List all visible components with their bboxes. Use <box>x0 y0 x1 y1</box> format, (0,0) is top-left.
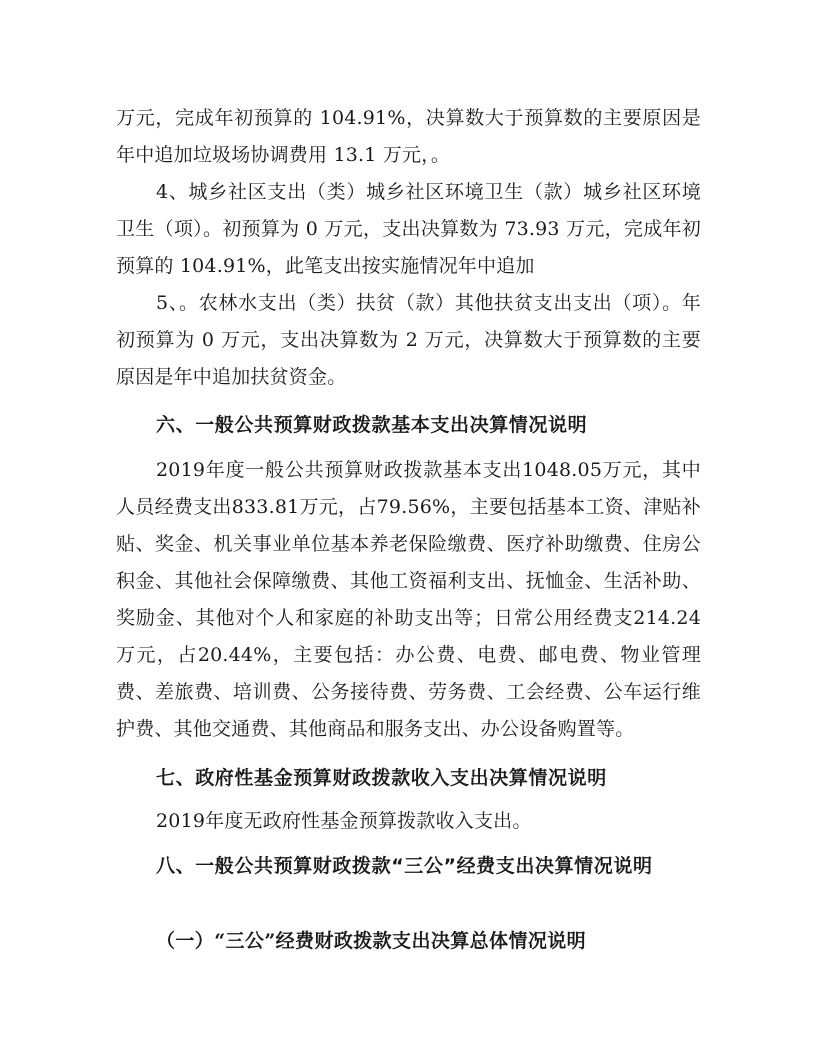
section-heading-six: 六、一般公共预算财政拨款基本支出决算情况说明 <box>156 414 588 436</box>
paragraph-agriculture-poverty: 5、。农林水支出（类）扶贫（款）其他扶贫支出支出（项）。年初预算为 0 万元，支出决算数为 2 万元，决算数大于预算数的主要原因是年中追加扶贫资金。 <box>116 292 701 388</box>
section-heading-seven: 七、政府性基金预算财政拨款收入支出决算情况说明 <box>156 767 607 789</box>
subsection-heading-one: （一）“三公”经费财政拨款支出决算总体情况说明 <box>156 930 587 952</box>
section-heading-eight: 八、一般公共预算财政拨款“三公”经费支出决算情况说明 <box>156 855 653 877</box>
paragraph-basic-expenditure: 2019年度一般公共预算财政拨款基本支出1048.05万元，其中人员经费支出833.81万元，占79.56%，主要包括基本工资、津贴补贴、奖金、机关事业单位基本养老保险缴费、医疗补助缴费、住房公积金、其他社会保障缴费、其他工资福利支出、抚恤金、生活补助、奖励金、其他对个人和家庭的补助支出等；日常公用经费支214.24万元，占20.44%，主要包括：办公费、电费、邮电费、物业管理费、差旅费、培训费、公务接待费、劳务费、工会经费、公车运行维护费、其他交通费、其他商品和服务支出、办公设备购置等。 <box>116 459 701 740</box>
paragraph-budget-continuation: 万元，完成年初预算的 104.91%，决算数大于预算数的主要原因是年中追加垃圾场协调费用 13.1 万元，。 <box>116 107 701 166</box>
paragraph-government-fund: 2019年度无政府性基金预算拨款收入支出。 <box>156 810 532 832</box>
paragraph-urban-rural-community: 4、城乡社区支出（类）城乡社区环境卫生（款）城乡社区环境卫生（项）。初预算为 0 万元，支出决算数为 73.93 万元，完成年初预算的 104.91%，此笔支出按实施情况年中追加 <box>116 181 701 277</box>
